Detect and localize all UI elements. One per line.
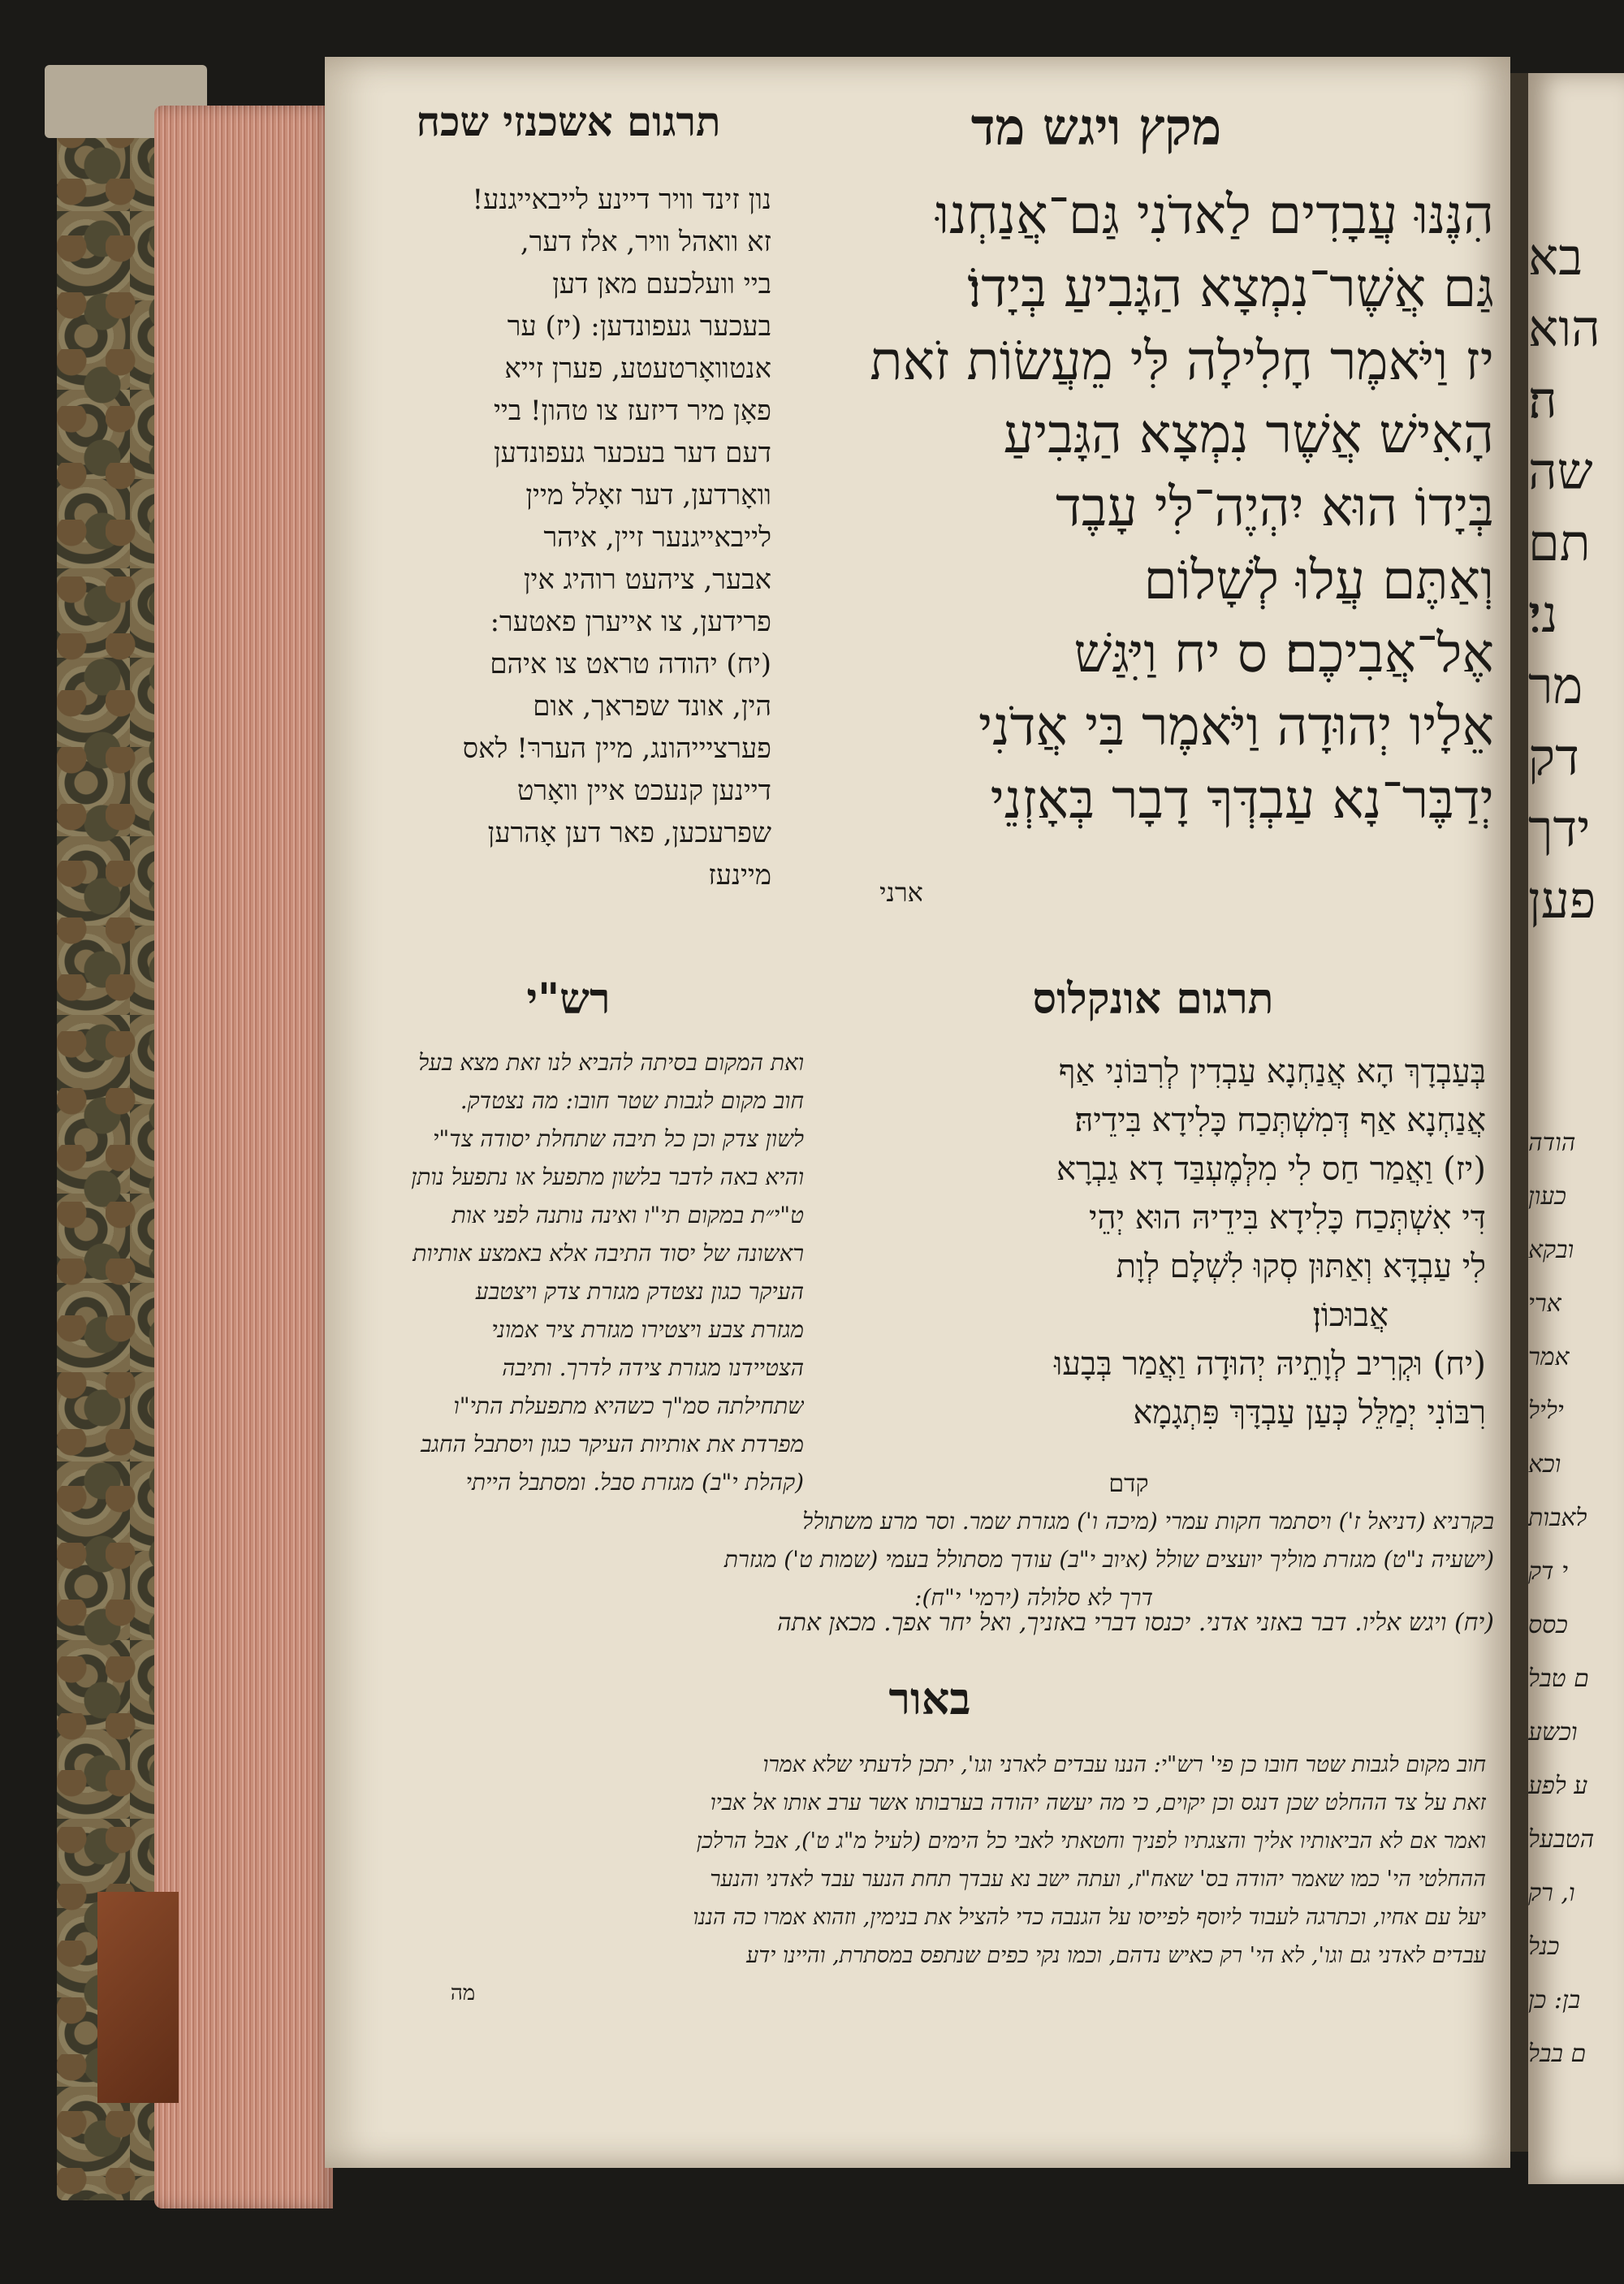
next-page-line: ע לפע <box>1528 1772 1588 1800</box>
biur-title: באור <box>888 1673 971 1725</box>
next-page-line: ם טבל <box>1528 1664 1589 1693</box>
next-page-line: י דק <box>1528 1557 1568 1586</box>
targum-line: (יח) יהודה טראט צו איהם <box>490 648 771 680</box>
targum-line: ביי וועלכעם מאן דען <box>552 268 771 300</box>
rashi-line: (קהלת י"ב) מגזרת סבל. ומסתבל הייתי <box>465 1469 804 1496</box>
onkelos-line: (יח) וּקְרִיב לְוָתֵיהּ יְהוּדָה וַאֲמַר בְּבָעוּ <box>1054 1345 1486 1383</box>
next-page-line: ני׃ <box>1528 585 1558 644</box>
next-page-line: הטבעל <box>1528 1825 1595 1854</box>
rashi-line: ראשונה של יסוד התיבה אלא באמצע אותיות <box>412 1240 804 1267</box>
rashi-line: (ישעיה נ"ט) מגזרת מוליך יועצים שולל (איוב י"ב) עודך מסתולל בעמי (שמות ט') מגזרת <box>723 1546 1494 1573</box>
next-page-line: וכא <box>1528 1450 1561 1479</box>
onkelos-line: אֲבוּכוֹן׃ <box>1312 1297 1389 1334</box>
next-page-line: ם בבל <box>1528 2040 1587 2068</box>
next-page-line: שה <box>1528 442 1593 501</box>
targum-line: זא וואהל וויר, אלז דער, <box>520 226 771 258</box>
biur-line: עבדים לאדני גם וגו', לא הי' רק כאיש נדהם, וכמו נקי כפים שנתפס במסתרת, והיינו ידע <box>746 1943 1486 1968</box>
rashi-title: רש"י <box>526 974 611 1024</box>
running-header-parasha: מקץ ויגש מד <box>970 97 1222 157</box>
rashi-line: בקרניא (דניאל ז') ויסתמר חקות עמרי (מיכה ו') מגזרת שמר. וסר מרע משתולל <box>802 1508 1494 1535</box>
next-page-line: ארי <box>1528 1289 1561 1318</box>
running-header-targum: תרגום אשכנזי שכח <box>416 97 721 145</box>
next-page-line: אמר <box>1528 1343 1570 1371</box>
ashkenazi-targum-column <box>365 179 771 896</box>
next-page-line: בא <box>1528 227 1583 287</box>
torah-line: הִנֶּנּוּ עֲבָדִים לַאדֹנִי גַּם־אֲנַחְנוּ <box>935 183 1494 246</box>
onkelos-line: רִבּוֹנִי יְמַלֵּל כְּעַן עַבְדָּךְ פִּתְגָמָא <box>1133 1394 1486 1431</box>
rashi-text <box>365 1043 804 1501</box>
torah-line: אֶל־אֲבִיכֶם׃ ס יח וַיִּגַּשׁ <box>1073 622 1494 684</box>
targum-line: מיינעז <box>708 859 771 892</box>
next-page-line: תם <box>1528 513 1591 572</box>
targum-line: אבער, ציהעט רוהיג אין <box>523 563 771 596</box>
catchword: מה <box>450 1981 476 2006</box>
onkelos-line: (יז) וַאֲמַר חַס לִי מִלְּמֶעְבַּד דָא גַבְרָא <box>1056 1151 1486 1188</box>
next-page-line: וכשע <box>1528 1718 1578 1746</box>
rashi-line: ואת המקום בסיתה להביא לנו זאת מצא בעל <box>418 1049 804 1076</box>
next-page-line: הוא <box>1528 299 1600 358</box>
torah-line: בְּיָדוֹ הוּא יִהְיֶה־לִּי עָבֶד <box>1055 476 1494 538</box>
onkelos-text <box>820 1047 1486 1437</box>
rashi-line: שתחילתה סמ"ך כשהיא מתפעלת התי"ו <box>453 1392 804 1419</box>
onkelos-line: אֲנַחְנָא אַף דְּמִשְׁתְּכַח כָּלִידָא בִּידֵיהּ׃ <box>1074 1102 1486 1139</box>
onkelos-line: דִּי אִשְׁתְּכַח כָּלִידָא בִּידֵיהּ הוּא יְהֵי <box>1089 1199 1486 1237</box>
leather-corner <box>97 1892 179 2103</box>
targum-line: פאָן מיר דיזעז צו טהון! ביי <box>493 395 771 427</box>
torah-line: וְאַתֶּם עֲלוּ לְשָׁלוֹם <box>1143 549 1494 611</box>
next-page-line: פען <box>1528 870 1596 930</box>
next-page-fragment <box>1528 73 1624 2184</box>
targum-line: בעכער געפונדען: (יז) ער <box>507 310 771 343</box>
catchword: ארני <box>879 877 923 908</box>
targum-line: אנטוואָרטעטע, פערן זייא <box>504 352 771 385</box>
next-page-line: כעון <box>1528 1182 1566 1211</box>
rashi-line: דרך לא סלולה (ירמי' י"ח): <box>914 1584 1153 1611</box>
torah-line: הָאִישׁ אֲשֶׁר נִמְצָא הַגָּבִיעַ <box>1003 403 1494 465</box>
torah-line: גַּם אֲשֶׁר־נִמְצָא הַגָּבִיעַ בְּיָדוֹ׃ <box>967 257 1494 319</box>
torah-line: אֵלָיו יְהוּדָה וַיֹּאמֶר בִּי אֲדֹנִי <box>978 695 1494 758</box>
book-gutter <box>1510 73 1528 2152</box>
page-fore-edge <box>154 106 333 2208</box>
torah-line: יז וַיֹּאמֶר חָלִילָה לִּי מֵעֲשׂוֹת זֹאת <box>870 330 1494 392</box>
next-page-line: מר <box>1528 656 1583 715</box>
rashi-line: העיקר כגון נצטדק מגזרת צדק ויצטבע <box>475 1278 804 1305</box>
next-page-line: ידך <box>1528 799 1591 858</box>
targum-line: לייבאייגנער זיין, איהר <box>543 521 771 554</box>
biur-line: חוב מקום לגבות שטר חובו כן פי' רש"י: הננו עבדים לארני וגו', יתכן לדעתי שלא אמרו <box>762 1752 1486 1777</box>
next-page-line: לאבות <box>1528 1504 1587 1532</box>
next-page-line: בן: כן <box>1528 1986 1581 2014</box>
rashi-line: והיא באה לדבר בלשון מתפעל או נתפעל נותן <box>411 1164 804 1190</box>
biur-text <box>382 1746 1486 1975</box>
targum-line: פרידען, צו אייערן פאטער: <box>490 606 771 638</box>
targum-line: דיינען קנעכט איין וואָרט <box>516 775 771 807</box>
main-torah-text <box>796 179 1494 836</box>
rashi-line: חוב מקום לגבות שטר חובו: מה נצטדק. <box>460 1087 804 1114</box>
next-page-line: הודה <box>1528 1129 1576 1157</box>
onkelos-line: בְּעַבְדָךְ הָא אֲנַחְנָא עַבְדִין לְרִבּוֹנִי אַף <box>1058 1053 1486 1090</box>
targum-line: דעם דער בעכער געפונדען <box>493 437 771 469</box>
rashi-line: לשון צדק וכן כל תיבה שתחלת יסודה צד"י <box>433 1125 804 1152</box>
rashi-line: מגזרת צבע ויצטירו מגזרת ציר אמוני <box>491 1316 804 1343</box>
onkelos-line: לִי עַבְדָּא וְאַתּוּן סְקוּ לִשְׁלָם לְוָת <box>1116 1248 1486 1285</box>
biur-line: זאת על צד ההחלט שכן דנגס וכן יקוים, כי מה יעשה יהודה בערבותו אשר ערב אותו אל אביו <box>710 1790 1486 1816</box>
targum-line: פערציייהונג, מיין העררּ! לאס <box>462 732 771 765</box>
next-page-line: דק <box>1528 728 1579 787</box>
catchword: קדם <box>1108 1470 1149 1498</box>
biur-line: יעל עם אחיו, וכתרגה לעבוד ליוסף לפייסו על הגנבה כדי להציל את בנימין, וזהוא אמרו כה הננו <box>693 1905 1486 1930</box>
biur-line: ההחלטי הי' כמו שאמר יהודה בס' שאח"ז, ועתה ישב נא עבדך תחת הנער עבד לאדני והנער <box>710 1867 1486 1892</box>
torah-line: יְדַבֶּר־נָא עַבְדְּךָ דָבָר בְּאָזְנֵי <box>990 768 1494 831</box>
biur-line: ואמר אם לא הביאותיו אליך והצגתיו לפניך וחטאתי לאבי כל הימים (לעיל מ"ג ט'), אבל הרלכן <box>696 1828 1486 1854</box>
targum-line: נון זינד וויר דיינע לייבאייגנע! <box>472 183 771 216</box>
next-page-line: ה׃ <box>1528 370 1557 430</box>
next-page-line: ובקא <box>1528 1236 1574 1264</box>
rashi-line: הצטיידנו מגזרת צידה לדרך. ותיבה <box>502 1354 804 1381</box>
onkelos-title: תרגום אונקלוס <box>1032 974 1274 1024</box>
next-page-line: יליל <box>1528 1397 1564 1425</box>
targum-line: שפרעכען, פאר דען אָהרען <box>487 817 771 849</box>
rashi-vayigash-line: (יח) ויגש אליו. דבר באזני אדני. יכנסו דברי באזניך, ואל יחר אפך. מכאן אתה <box>777 1608 1494 1637</box>
targum-line: הין, אונד שפראך, אום <box>533 690 771 723</box>
targum-line: וואָרדען, דער זאָלל מיין <box>525 479 771 512</box>
next-page-line: כסס <box>1528 1611 1568 1639</box>
rashi-line: ט"י״ת במקום תי"ו ואינה נותנה לפני אות <box>451 1202 804 1228</box>
rashi-line: מפרדת את אותיות העיקר כגון ויסתבל החגב <box>421 1431 804 1457</box>
rashi-continuation <box>365 1502 1494 1617</box>
next-page-line: כנל <box>1528 1932 1560 1961</box>
next-page-line: ו, רק <box>1528 1879 1575 1907</box>
